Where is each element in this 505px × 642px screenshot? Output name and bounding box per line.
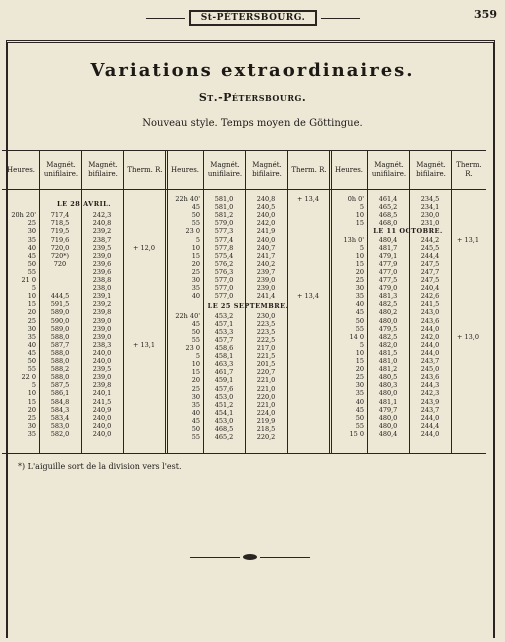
reading-cell: 239,0 — [92, 316, 112, 325]
reading-cell: 588,0 — [50, 357, 70, 365]
reading-cell: 584,3 — [50, 405, 70, 414]
time-info: Nouveau style. Temps moyen de Göttingue. — [142, 118, 363, 129]
observations-table — [2, 150, 486, 454]
column-header-bi: Magnét. bifilaire. — [88, 161, 118, 178]
time-cell: 5 — [31, 284, 36, 293]
reading-cell: 223,5 — [256, 319, 276, 328]
column-header-heures: Heures. — [6, 165, 36, 174]
time-cell: 55 — [27, 365, 36, 374]
reading-cell: 240,0 — [92, 429, 112, 438]
time-cell: 50 — [27, 259, 36, 268]
reading-cell: 481,7 — [378, 243, 398, 252]
reading-cell: 480,0 — [378, 413, 398, 422]
reading-cell: 239,7 — [256, 267, 276, 276]
time-cell: 20 — [191, 376, 200, 385]
reading-cell: 577,4 — [214, 235, 234, 244]
reading-cell: 240,4 — [420, 284, 440, 293]
time-cell: 50 — [27, 357, 36, 365]
reading-cell: 241,9 — [256, 227, 276, 236]
reading-cell: 480,0 — [378, 389, 398, 398]
reading-cell: 221,0 — [256, 384, 276, 393]
reading-cell: 239,2 — [92, 300, 112, 309]
time-cell: 35 — [191, 284, 200, 293]
time-cell: 10 — [191, 360, 200, 369]
reading-cell: 244,0 — [420, 324, 440, 333]
time-cell: 22h 40' — [175, 195, 200, 203]
reading-cell: 217,0 — [256, 344, 276, 353]
time-cell: 50 — [355, 316, 364, 325]
bottom-ornament — [190, 552, 310, 562]
reading-cell: 239,8 — [92, 381, 112, 390]
reading-cell: 465,2 — [214, 433, 234, 442]
reading-cell: 458,6 — [214, 344, 234, 353]
reading-cell: 581,2 — [214, 211, 234, 220]
time-cell: 40 — [191, 292, 200, 301]
column-header-therm: Therm. R. — [456, 161, 482, 178]
reading-cell: 240,8 — [256, 195, 276, 203]
reading-cell: 220,7 — [256, 368, 276, 377]
thermometer-cell: + 13,0 — [457, 332, 479, 341]
reading-cell: 481,1 — [378, 397, 398, 406]
reading-cell: 220,0 — [256, 392, 276, 401]
time-cell: 45 — [191, 416, 200, 425]
time-cell: 45 — [355, 405, 364, 414]
reading-cell: 244,3 — [420, 381, 440, 390]
time-cell: 45 — [27, 251, 36, 260]
reading-cell: 718,5 — [50, 219, 70, 228]
reading-cell: 457,7 — [214, 335, 234, 344]
reading-cell: 588,0 — [50, 332, 70, 341]
reading-cell: 244,0 — [420, 429, 440, 438]
column-header-uni: Magnét. unifilaire. — [43, 161, 79, 178]
reading-cell: 239,8 — [92, 308, 112, 317]
reading-cell: 239,0 — [92, 324, 112, 333]
time-cell: 35 — [355, 389, 364, 398]
time-cell: 50 — [191, 327, 200, 336]
reading-cell: 587,5 — [50, 381, 70, 390]
reading-cell: 247,5 — [420, 259, 440, 268]
reading-cell: 244,0 — [420, 413, 440, 422]
reading-cell: 451,2 — [214, 400, 234, 409]
time-cell: 5 — [359, 340, 364, 349]
reading-cell: 575,4 — [214, 251, 234, 260]
reading-cell: 461,4 — [378, 195, 398, 203]
reading-cell: 243,0 — [420, 308, 440, 317]
time-cell: 25 — [27, 219, 36, 228]
time-cell: 15 — [27, 300, 36, 309]
time-cell: 0h 0' — [347, 195, 364, 203]
column-header-therm: Therm. R. — [127, 165, 163, 174]
reading-cell: 239,6 — [92, 259, 112, 268]
column-divider — [81, 151, 82, 453]
reading-cell: 219,9 — [256, 416, 276, 425]
reading-cell: 457,6 — [214, 384, 234, 393]
reading-cell: 577,3 — [214, 227, 234, 236]
time-cell: 55 — [191, 335, 200, 344]
reading-cell: 234,5 — [420, 195, 440, 203]
reading-cell: 583,4 — [50, 413, 70, 422]
time-cell: 14 0 — [349, 332, 364, 341]
reading-cell: 479,1 — [378, 251, 398, 260]
banner-ornament-right — [321, 18, 360, 19]
time-cell: 50 — [191, 425, 200, 434]
reading-cell: 238,7 — [92, 235, 112, 244]
reading-cell: 482,0 — [378, 340, 398, 349]
time-cell: 30 — [27, 324, 36, 333]
time-cell: 45 — [27, 348, 36, 357]
reading-cell: 242,0 — [420, 332, 440, 341]
time-cell: 22 0 — [21, 373, 36, 382]
section-heading: LE 25 SEPTEMBRE. — [207, 301, 289, 310]
reading-cell: 240,0 — [92, 421, 112, 430]
reading-cell: 444,5 — [50, 292, 70, 301]
time-cell: 20 — [27, 405, 36, 414]
reading-cell: 477,0 — [378, 267, 398, 276]
time-cell: 21 0 — [21, 276, 36, 284]
time-cell: 25 — [27, 316, 36, 325]
reading-cell: 239,2 — [92, 227, 112, 236]
reading-cell: 243,7 — [420, 357, 440, 365]
thermometer-cell: + 13,4 — [297, 195, 319, 203]
reading-cell: 244,0 — [420, 348, 440, 357]
time-cell: 30 — [355, 284, 364, 293]
reading-cell: 242,3 — [92, 211, 112, 220]
time-cell: 55 — [27, 267, 36, 276]
reading-cell: 239,6 — [92, 267, 112, 276]
reading-cell: 468,0 — [378, 219, 398, 228]
reading-cell: 720 — [53, 259, 67, 268]
reading-cell: 240,9 — [92, 405, 112, 414]
thermometer-cell: + 12,0 — [133, 243, 155, 252]
reading-cell: 221,0 — [256, 376, 276, 385]
time-cell: 23 0 — [185, 227, 200, 236]
time-cell: 15 — [355, 357, 364, 365]
reading-cell: 477,5 — [378, 276, 398, 284]
reading-cell: 481,3 — [378, 292, 398, 301]
reading-cell: 240,0 — [256, 211, 276, 220]
reading-cell: 240,7 — [256, 243, 276, 252]
reading-cell: 230,0 — [420, 211, 440, 220]
reading-cell: 239,0 — [92, 373, 112, 382]
reading-cell: 480,3 — [378, 381, 398, 390]
reading-cell: 479,5 — [378, 324, 398, 333]
time-cell: 40 — [27, 340, 36, 349]
reading-cell: 239,5 — [92, 365, 112, 374]
reading-cell: 481,5 — [378, 348, 398, 357]
reading-cell: 241,5 — [420, 300, 440, 309]
page-title: Variations extraordinaires. — [90, 60, 415, 81]
reading-cell: 239,0 — [256, 284, 276, 293]
thermometer-cell: + 13,1 — [133, 340, 155, 349]
page-number: 359 — [474, 8, 497, 21]
reading-cell: 245,5 — [420, 243, 440, 252]
time-cell: 40 — [355, 300, 364, 309]
reading-cell: 581,0 — [214, 195, 234, 203]
time-cell: 35 — [27, 332, 36, 341]
reading-cell: 720*) — [50, 251, 70, 260]
reading-cell: 240,2 — [256, 259, 276, 268]
reading-cell: 242,3 — [420, 389, 440, 398]
time-cell: 25 — [27, 413, 36, 422]
reading-cell: 480,0 — [378, 316, 398, 325]
reading-cell: 201,5 — [256, 360, 276, 369]
reading-cell: 583,0 — [50, 421, 70, 430]
thermometer-cell: + 13,4 — [297, 292, 319, 301]
thermometer-cell: + 13,1 — [457, 235, 479, 244]
reading-cell: 586,1 — [50, 389, 70, 398]
reading-cell: 588,0 — [50, 348, 70, 357]
time-cell: 40 — [27, 243, 36, 252]
reading-cell: 220,2 — [256, 433, 276, 442]
time-cell: 15 — [355, 219, 364, 228]
time-cell: 10 — [355, 348, 364, 357]
reading-cell: 241,7 — [256, 251, 276, 260]
reading-cell: 240,0 — [92, 357, 112, 365]
column-divider — [367, 151, 368, 453]
reading-cell: 218,5 — [256, 425, 276, 434]
reading-cell: 719,5 — [50, 227, 70, 236]
reading-cell: 239,1 — [92, 292, 112, 301]
reading-cell: 591,5 — [50, 300, 70, 309]
time-cell: 55 — [355, 421, 364, 430]
reading-cell: 480,4 — [378, 429, 398, 438]
time-cell: 25 — [355, 373, 364, 382]
time-cell: 10 — [27, 389, 36, 398]
reading-cell: 480,2 — [378, 308, 398, 317]
column-divider — [451, 151, 452, 453]
reading-cell: 239,0 — [256, 276, 276, 284]
reading-cell: 221,0 — [256, 400, 276, 409]
time-cell: 45 — [355, 308, 364, 317]
column-header-therm: Therm. R. — [291, 165, 327, 174]
reading-cell: 481,2 — [378, 365, 398, 374]
reading-cell: 239,0 — [92, 251, 112, 260]
time-cell: 35 — [27, 235, 36, 244]
time-cell: 30 — [27, 227, 36, 236]
reading-cell: 231,0 — [420, 219, 440, 228]
reading-cell: 481,0 — [378, 357, 398, 365]
reading-cell: 230,0 — [256, 311, 276, 320]
time-cell: 15 — [191, 368, 200, 377]
reading-cell: 240,8 — [92, 219, 112, 228]
reading-cell: 720,0 — [50, 243, 70, 252]
time-cell: 30 — [191, 276, 200, 284]
column-header-uni: Magnét. unifilaire. — [371, 161, 407, 178]
reading-cell: 581,0 — [214, 203, 234, 212]
reading-cell: 477,9 — [378, 259, 398, 268]
reading-cell: 453,0 — [214, 416, 234, 425]
reading-cell: 577,0 — [214, 284, 234, 293]
time-cell: 35 — [191, 400, 200, 409]
reading-cell: 457,1 — [214, 319, 234, 328]
reading-cell: 479,0 — [378, 284, 398, 293]
reading-cell: 222,5 — [256, 335, 276, 344]
time-cell: 5 — [195, 235, 200, 244]
reading-cell: 244,2 — [420, 235, 440, 244]
time-cell: 10 — [191, 243, 200, 252]
reading-cell: 240,0 — [92, 413, 112, 422]
reading-cell: 247,7 — [420, 267, 440, 276]
time-cell: 40 — [191, 408, 200, 417]
reading-cell: 480,5 — [378, 373, 398, 382]
reading-cell: 247,5 — [420, 276, 440, 284]
reading-cell: 588,0 — [50, 373, 70, 382]
reading-cell: 589,0 — [50, 308, 70, 317]
reading-cell: 239,0 — [92, 332, 112, 341]
time-cell: 35 — [27, 429, 36, 438]
reading-cell: 243,9 — [420, 397, 440, 406]
reading-cell: 590,0 — [50, 316, 70, 325]
reading-cell: 577,8 — [214, 243, 234, 252]
reading-cell: 584,8 — [50, 397, 70, 406]
page-subtitle: St.-Pétersbourg. — [198, 91, 307, 104]
reading-cell: 579,0 — [214, 219, 234, 228]
reading-cell: 453,3 — [214, 327, 234, 336]
time-cell: 25 — [355, 276, 364, 284]
reading-cell: 240,5 — [256, 203, 276, 212]
reading-cell: 245,0 — [420, 365, 440, 374]
time-cell: 25 — [191, 267, 200, 276]
reading-cell: 243,6 — [420, 373, 440, 382]
time-cell: 10 — [355, 211, 364, 220]
time-cell: 15 — [27, 397, 36, 406]
time-cell: 45 — [191, 203, 200, 212]
reading-cell: 458,1 — [214, 352, 234, 361]
reading-cell: 576,2 — [214, 259, 234, 268]
reading-cell: 453,0 — [214, 392, 234, 401]
time-cell: 13h 0' — [343, 235, 364, 244]
column-divider — [409, 151, 410, 453]
reading-cell: 243,7 — [420, 405, 440, 414]
reading-cell: 453,2 — [214, 311, 234, 320]
reading-cell: 243,6 — [420, 316, 440, 325]
reading-cell: 576,3 — [214, 267, 234, 276]
reading-cell: 465,2 — [378, 203, 398, 212]
time-cell: 20 — [355, 267, 364, 276]
column-divider — [123, 151, 124, 453]
time-cell: 20 — [355, 365, 364, 374]
reading-cell: 454,1 — [214, 408, 234, 417]
time-cell: 20 — [27, 308, 36, 317]
column-header-heures: Heures. — [334, 165, 364, 174]
section-heading: LE 28 AVRIL. — [57, 199, 111, 208]
reading-cell: 234,1 — [420, 203, 440, 212]
time-cell: 50 — [191, 211, 200, 220]
reading-cell: 482,5 — [378, 332, 398, 341]
reading-cell: 242,6 — [420, 292, 440, 301]
time-cell: 20 — [191, 259, 200, 268]
reading-cell: 244,4 — [420, 421, 440, 430]
column-header-bi: Magnét. bifilaire. — [416, 161, 446, 178]
reading-cell: 244,0 — [420, 340, 440, 349]
reading-cell: 240,1 — [92, 389, 112, 398]
column-header-bi: Magnét. bifilaire. — [252, 161, 282, 178]
time-cell: 20h 20' — [11, 211, 36, 220]
reading-cell: 240,0 — [256, 235, 276, 244]
reading-cell: 468,5 — [214, 425, 234, 434]
time-cell: 55 — [191, 433, 200, 442]
time-cell: 50 — [355, 413, 364, 422]
reading-cell: 468,5 — [378, 211, 398, 220]
time-cell: 10 — [355, 251, 364, 260]
reading-cell: 480,4 — [378, 235, 398, 244]
reading-cell: 223,5 — [256, 327, 276, 336]
column-header-heures: Heures. — [170, 165, 200, 174]
footnote: *) L'aiguille sort de la division vers l'est. — [18, 462, 182, 471]
time-cell: 15 — [355, 259, 364, 268]
reading-cell: 241,4 — [256, 292, 276, 301]
banner-text: St-PÉTERSBOURG. — [189, 10, 318, 26]
table-header-row — [2, 151, 486, 190]
reading-cell: 461,7 — [214, 368, 234, 377]
time-cell: 22h 40' — [175, 311, 200, 320]
time-cell: 15 0 — [349, 429, 364, 438]
reading-cell: 238,3 — [92, 340, 112, 349]
time-cell: 30 — [355, 381, 364, 390]
reading-cell: 480,0 — [378, 421, 398, 430]
reading-cell: 717,4 — [50, 211, 70, 220]
reading-cell: 459,1 — [214, 376, 234, 385]
reading-cell: 244,4 — [420, 251, 440, 260]
reading-cell: 479,7 — [378, 405, 398, 414]
banner-ornament-left — [146, 18, 185, 19]
reading-cell: 463,3 — [214, 360, 234, 369]
time-cell: 5 — [195, 352, 200, 361]
column-header-uni: Magnét. unifilaire. — [207, 161, 243, 178]
reading-cell: 241,5 — [92, 397, 112, 406]
time-cell: 10 — [27, 292, 36, 301]
time-cell: 30 — [27, 421, 36, 430]
reading-cell: 589,0 — [50, 324, 70, 333]
time-cell: 25 — [191, 384, 200, 393]
time-cell: 45 — [191, 319, 200, 328]
reading-cell: 238,0 — [92, 284, 112, 293]
time-cell: 5 — [359, 203, 364, 212]
reading-cell: 482,5 — [378, 300, 398, 309]
time-cell: 5 — [31, 381, 36, 390]
reading-cell: 719,6 — [50, 235, 70, 244]
reading-cell: 582,0 — [50, 429, 70, 438]
reading-cell: 577,0 — [214, 292, 234, 301]
reading-cell: 588,2 — [50, 365, 70, 374]
reading-cell: 242,0 — [256, 219, 276, 228]
time-cell: 5 — [359, 243, 364, 252]
time-cell: 30 — [191, 392, 200, 401]
time-cell: 35 — [355, 292, 364, 301]
reading-cell: 577,0 — [214, 276, 234, 284]
time-cell: 55 — [191, 219, 200, 228]
reading-cell: 224,0 — [256, 408, 276, 417]
time-cell: 23 0 — [185, 344, 200, 353]
time-cell: 15 — [191, 251, 200, 260]
reading-cell: 221,5 — [256, 352, 276, 361]
reading-cell: 587,7 — [50, 340, 70, 349]
reading-cell: 240,0 — [92, 348, 112, 357]
reading-cell: 238,8 — [92, 276, 112, 284]
time-cell: 40 — [355, 397, 364, 406]
section-heading: LE 11 OCTOBRE. — [373, 227, 443, 236]
column-divider — [39, 151, 40, 453]
reading-cell: 239,5 — [92, 243, 112, 252]
time-cell: 55 — [355, 324, 364, 333]
header-banner — [142, 6, 364, 30]
